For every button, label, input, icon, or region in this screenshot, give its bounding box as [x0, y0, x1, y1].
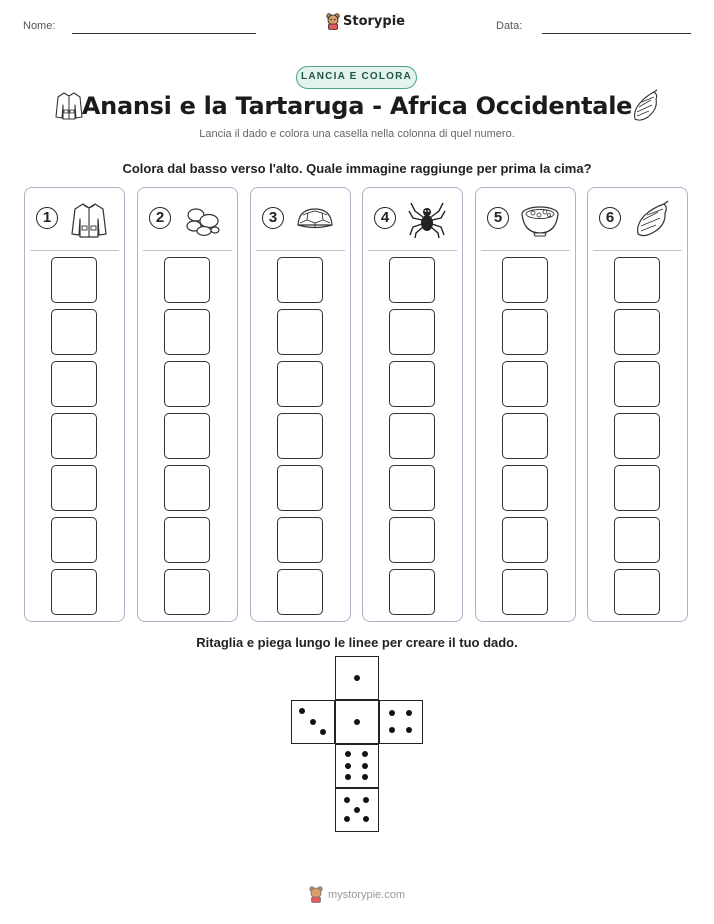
column-number: 3 [262, 207, 284, 229]
dice-face-right [379, 700, 423, 744]
column-number: 6 [599, 207, 621, 229]
color-box[interactable] [614, 465, 660, 511]
column-number: 4 [374, 207, 396, 229]
column-4 [362, 187, 463, 622]
color-box[interactable] [277, 465, 323, 511]
storypie-logo [326, 13, 405, 30]
date-label: Data: [496, 20, 523, 32]
dice-face-center [335, 700, 379, 744]
dice-pip [344, 816, 350, 822]
color-box[interactable] [502, 569, 548, 615]
color-box[interactable] [277, 517, 323, 563]
color-box[interactable] [51, 569, 97, 615]
brand-name: Storypie [343, 14, 405, 29]
color-box[interactable] [164, 569, 210, 615]
footer-url: mystorypie.com [328, 888, 406, 901]
color-box[interactable] [614, 517, 660, 563]
dice-face-top [335, 656, 379, 700]
dice-pip [362, 774, 368, 780]
dice-pip [389, 710, 395, 716]
dice-pip [363, 816, 369, 822]
dice-face-left [291, 700, 335, 744]
color-box[interactable] [614, 361, 660, 407]
color-box[interactable] [164, 257, 210, 303]
footer [309, 886, 405, 903]
dice-pip [362, 763, 368, 769]
color-box[interactable] [389, 309, 435, 355]
stones-icon [182, 199, 222, 239]
name-line[interactable] [72, 33, 256, 34]
color-box[interactable] [277, 309, 323, 355]
color-box[interactable] [277, 413, 323, 459]
jacket-icon [69, 199, 109, 239]
dice-pip [354, 719, 360, 725]
dice-pip [320, 729, 326, 735]
color-box[interactable] [164, 517, 210, 563]
column-divider [481, 250, 570, 251]
bear-logo-icon [309, 886, 323, 903]
column-3 [250, 187, 351, 622]
dice-pip [345, 751, 351, 757]
soup-bowl-icon [520, 199, 560, 239]
color-box[interactable] [389, 517, 435, 563]
column-divider [256, 250, 345, 251]
color-box[interactable] [277, 257, 323, 303]
color-box[interactable] [502, 413, 548, 459]
color-box[interactable] [51, 361, 97, 407]
dice-pip [363, 797, 369, 803]
color-box[interactable] [614, 309, 660, 355]
dice-pip [362, 751, 368, 757]
color-box[interactable] [51, 257, 97, 303]
dice-pip [406, 727, 412, 733]
dice-pip [310, 719, 316, 725]
color-box[interactable] [164, 465, 210, 511]
column-divider [143, 250, 232, 251]
color-box[interactable] [277, 361, 323, 407]
color-box[interactable] [164, 309, 210, 355]
color-box[interactable] [502, 309, 548, 355]
dice-pip [389, 727, 395, 733]
color-box[interactable] [502, 517, 548, 563]
color-box[interactable] [51, 465, 97, 511]
column-2 [137, 187, 238, 622]
column-divider [30, 250, 119, 251]
dice-pip [345, 763, 351, 769]
column-5 [475, 187, 576, 622]
date-line[interactable] [542, 33, 691, 34]
color-box[interactable] [277, 569, 323, 615]
column-divider [368, 250, 457, 251]
dice-instruction: Ritaglia e piega lungo le linee per creare il tuo dado. [196, 635, 518, 650]
dice-face-lower [335, 744, 379, 788]
name-label: Nome: [23, 20, 56, 32]
color-box[interactable] [502, 465, 548, 511]
column-number: 1 [36, 207, 58, 229]
color-box[interactable] [51, 517, 97, 563]
dice-pip [406, 710, 412, 716]
pinecone-title-icon [630, 89, 660, 123]
color-box[interactable] [389, 257, 435, 303]
column-number: 2 [149, 207, 171, 229]
turtle-shell-icon [295, 199, 335, 239]
color-box[interactable] [164, 361, 210, 407]
color-box[interactable] [164, 413, 210, 459]
column-1 [24, 187, 125, 622]
dice-pip [345, 774, 351, 780]
color-box[interactable] [389, 465, 435, 511]
color-box[interactable] [51, 309, 97, 355]
pine-cone-icon [632, 199, 672, 239]
dice-pip [299, 708, 305, 714]
column-6 [587, 187, 688, 622]
color-box[interactable] [502, 361, 548, 407]
column-number: 5 [487, 207, 509, 229]
color-box[interactable] [614, 257, 660, 303]
color-box[interactable] [389, 569, 435, 615]
color-box[interactable] [389, 361, 435, 407]
activity-badge: LANCIA E COLORA [296, 66, 417, 89]
dice-pip [354, 807, 360, 813]
color-box[interactable] [614, 413, 660, 459]
bear-logo-icon [326, 13, 340, 30]
page-subtitle: Lancia il dado e colora una casella nella colonna di quel numero. [199, 128, 515, 140]
color-box[interactable] [51, 413, 97, 459]
color-box[interactable] [502, 257, 548, 303]
spider-icon [407, 199, 447, 239]
coloring-instruction: Colora dal basso verso l'alto. Quale immagine raggiunge per prima la cima? [122, 161, 592, 176]
dice-face-bottom [335, 788, 379, 832]
color-box[interactable] [614, 569, 660, 615]
color-box[interactable] [389, 413, 435, 459]
dice-pip [354, 675, 360, 681]
dice-pip [344, 797, 350, 803]
page-title: Anansi e la Tartaruga - Africa Occidentale [81, 92, 633, 120]
column-divider [593, 250, 682, 251]
